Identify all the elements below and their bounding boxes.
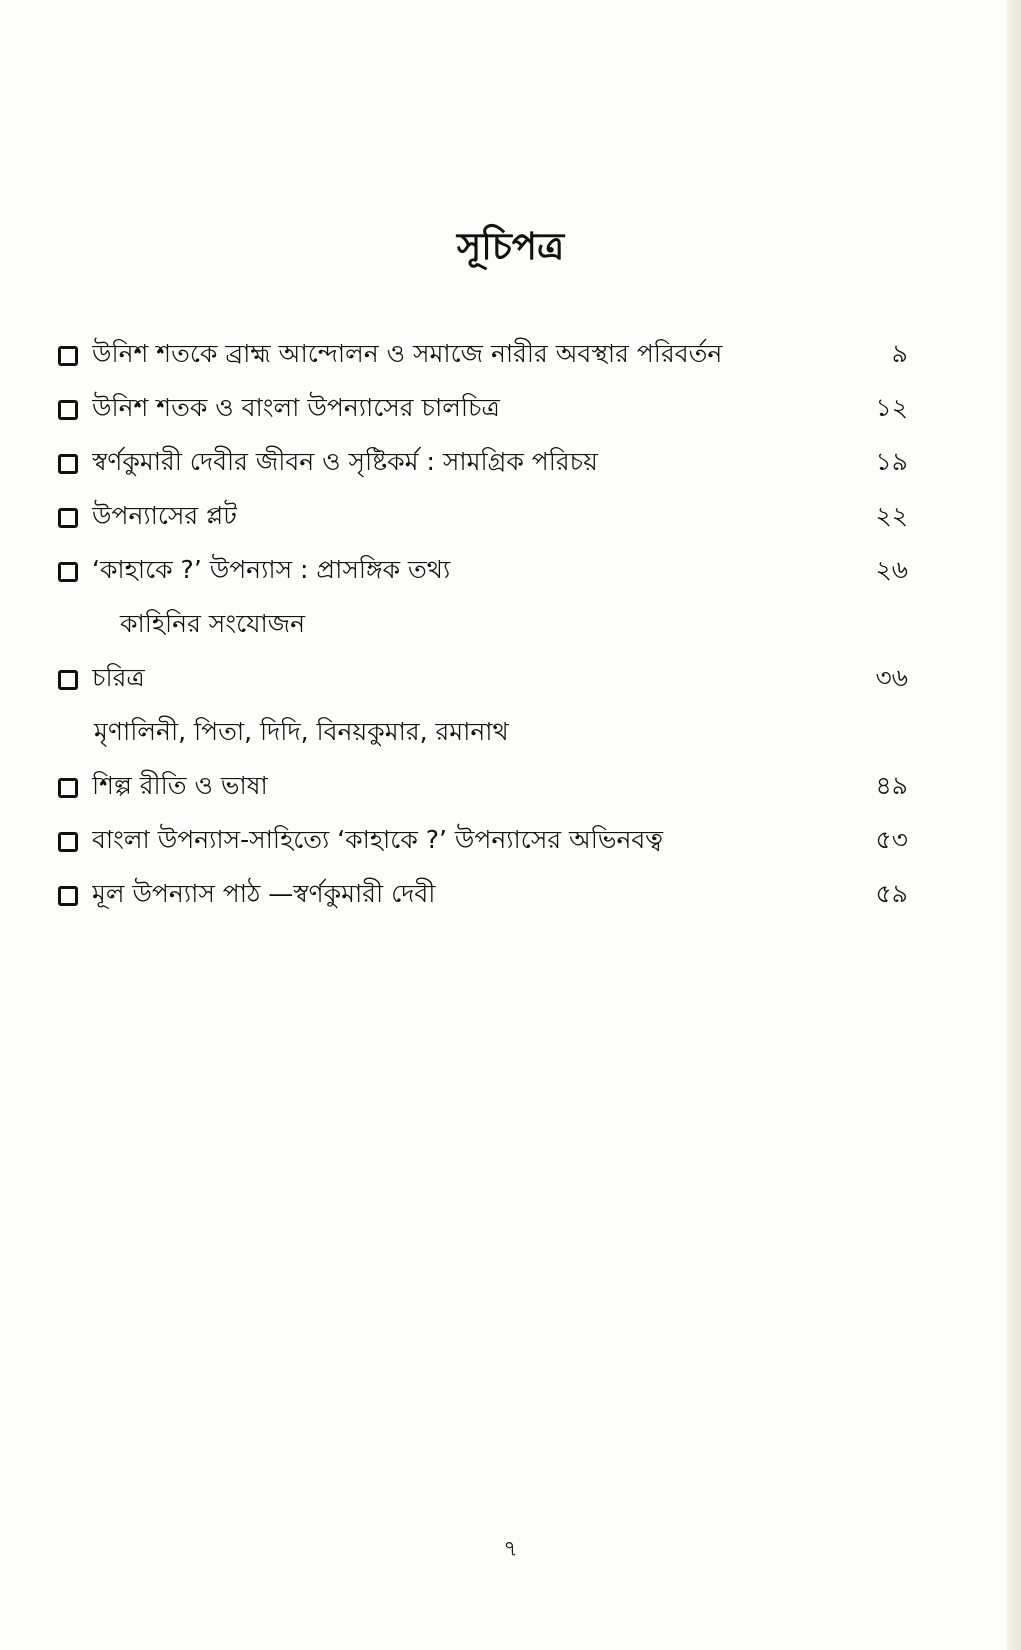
checkbox-icon <box>58 400 78 420</box>
toc-subentry-title: মৃণালিনী, পিতা, দিদি, বিনয়কুমার, রমানাথ <box>94 717 509 746</box>
checkbox-icon <box>58 670 78 690</box>
checkbox-icon <box>58 508 78 528</box>
page-title: সূচিপত্র <box>456 225 565 268</box>
table-of-contents <box>58 327 908 921</box>
toc-entry[interactable] <box>58 435 908 489</box>
toc-entry[interactable] <box>58 651 908 705</box>
checkbox-icon <box>58 454 78 474</box>
toc-entry-title: উনিশ শতকে ব্রাহ্ম আন্দোলন ও সমাজে নারীর অবস্থার পরিবর্তন <box>92 339 723 368</box>
toc-entry[interactable] <box>58 813 908 867</box>
toc-entry-page: ৯ <box>891 339 908 368</box>
toc-entry-page: ৫৯ <box>875 879 908 908</box>
toc-entry[interactable] <box>58 489 908 543</box>
toc-entry[interactable] <box>58 867 908 921</box>
toc-entry-title: শিল্প রীতি ও ভাষা <box>92 771 268 800</box>
toc-entry-title: স্বর্ণকুমারী দেবীর জীবন ও সৃষ্টিকর্ম : সামগ্রিক পরিচয় <box>92 447 598 476</box>
checkbox-icon <box>58 346 78 366</box>
toc-entry[interactable] <box>58 543 908 597</box>
toc-entry-page: ২২ <box>875 501 908 530</box>
toc-entry-page: ১৯ <box>875 447 908 476</box>
toc-entry-title: বাংলা উপন্যাস-সাহিত্যে ‘কাহাকে ?’ উপন্যাসের অভিনবত্ব <box>92 825 664 854</box>
toc-entry[interactable] <box>58 759 908 813</box>
toc-entry-title: ‘কাহাকে ?’ উপন্যাস : প্রাসঙ্গিক তথ্য <box>92 555 451 584</box>
checkbox-icon <box>58 832 78 852</box>
footer-page-number: ৭ <box>503 1537 518 1562</box>
toc-subentry <box>58 597 908 651</box>
checkbox-icon <box>58 562 78 582</box>
toc-entry[interactable] <box>58 381 908 435</box>
toc-subentry <box>58 705 908 759</box>
toc-entry-page: ৫৩ <box>875 825 908 854</box>
toc-subentry-title: কাহিনির সংযোজন <box>120 609 306 638</box>
checkbox-icon <box>58 778 78 798</box>
toc-entry-page: ৪৯ <box>875 771 908 800</box>
toc-entry-title: চরিত্র <box>92 663 145 692</box>
toc-entry-page: ২৬ <box>875 555 908 584</box>
toc-entry-page: ১২ <box>875 393 908 422</box>
toc-entry-title: মূল উপন্যাস পাঠ —স্বর্ণকুমারী দেবী <box>92 879 436 908</box>
checkbox-icon <box>58 886 78 906</box>
toc-entry-page: ৩৬ <box>875 663 908 692</box>
toc-entry-title: উনিশ শতক ও বাংলা উপন্যাসের চালচিত্র <box>92 393 500 422</box>
toc-entry[interactable] <box>58 327 908 381</box>
toc-entry-title: উপন্যাসের প্লট <box>92 501 237 530</box>
